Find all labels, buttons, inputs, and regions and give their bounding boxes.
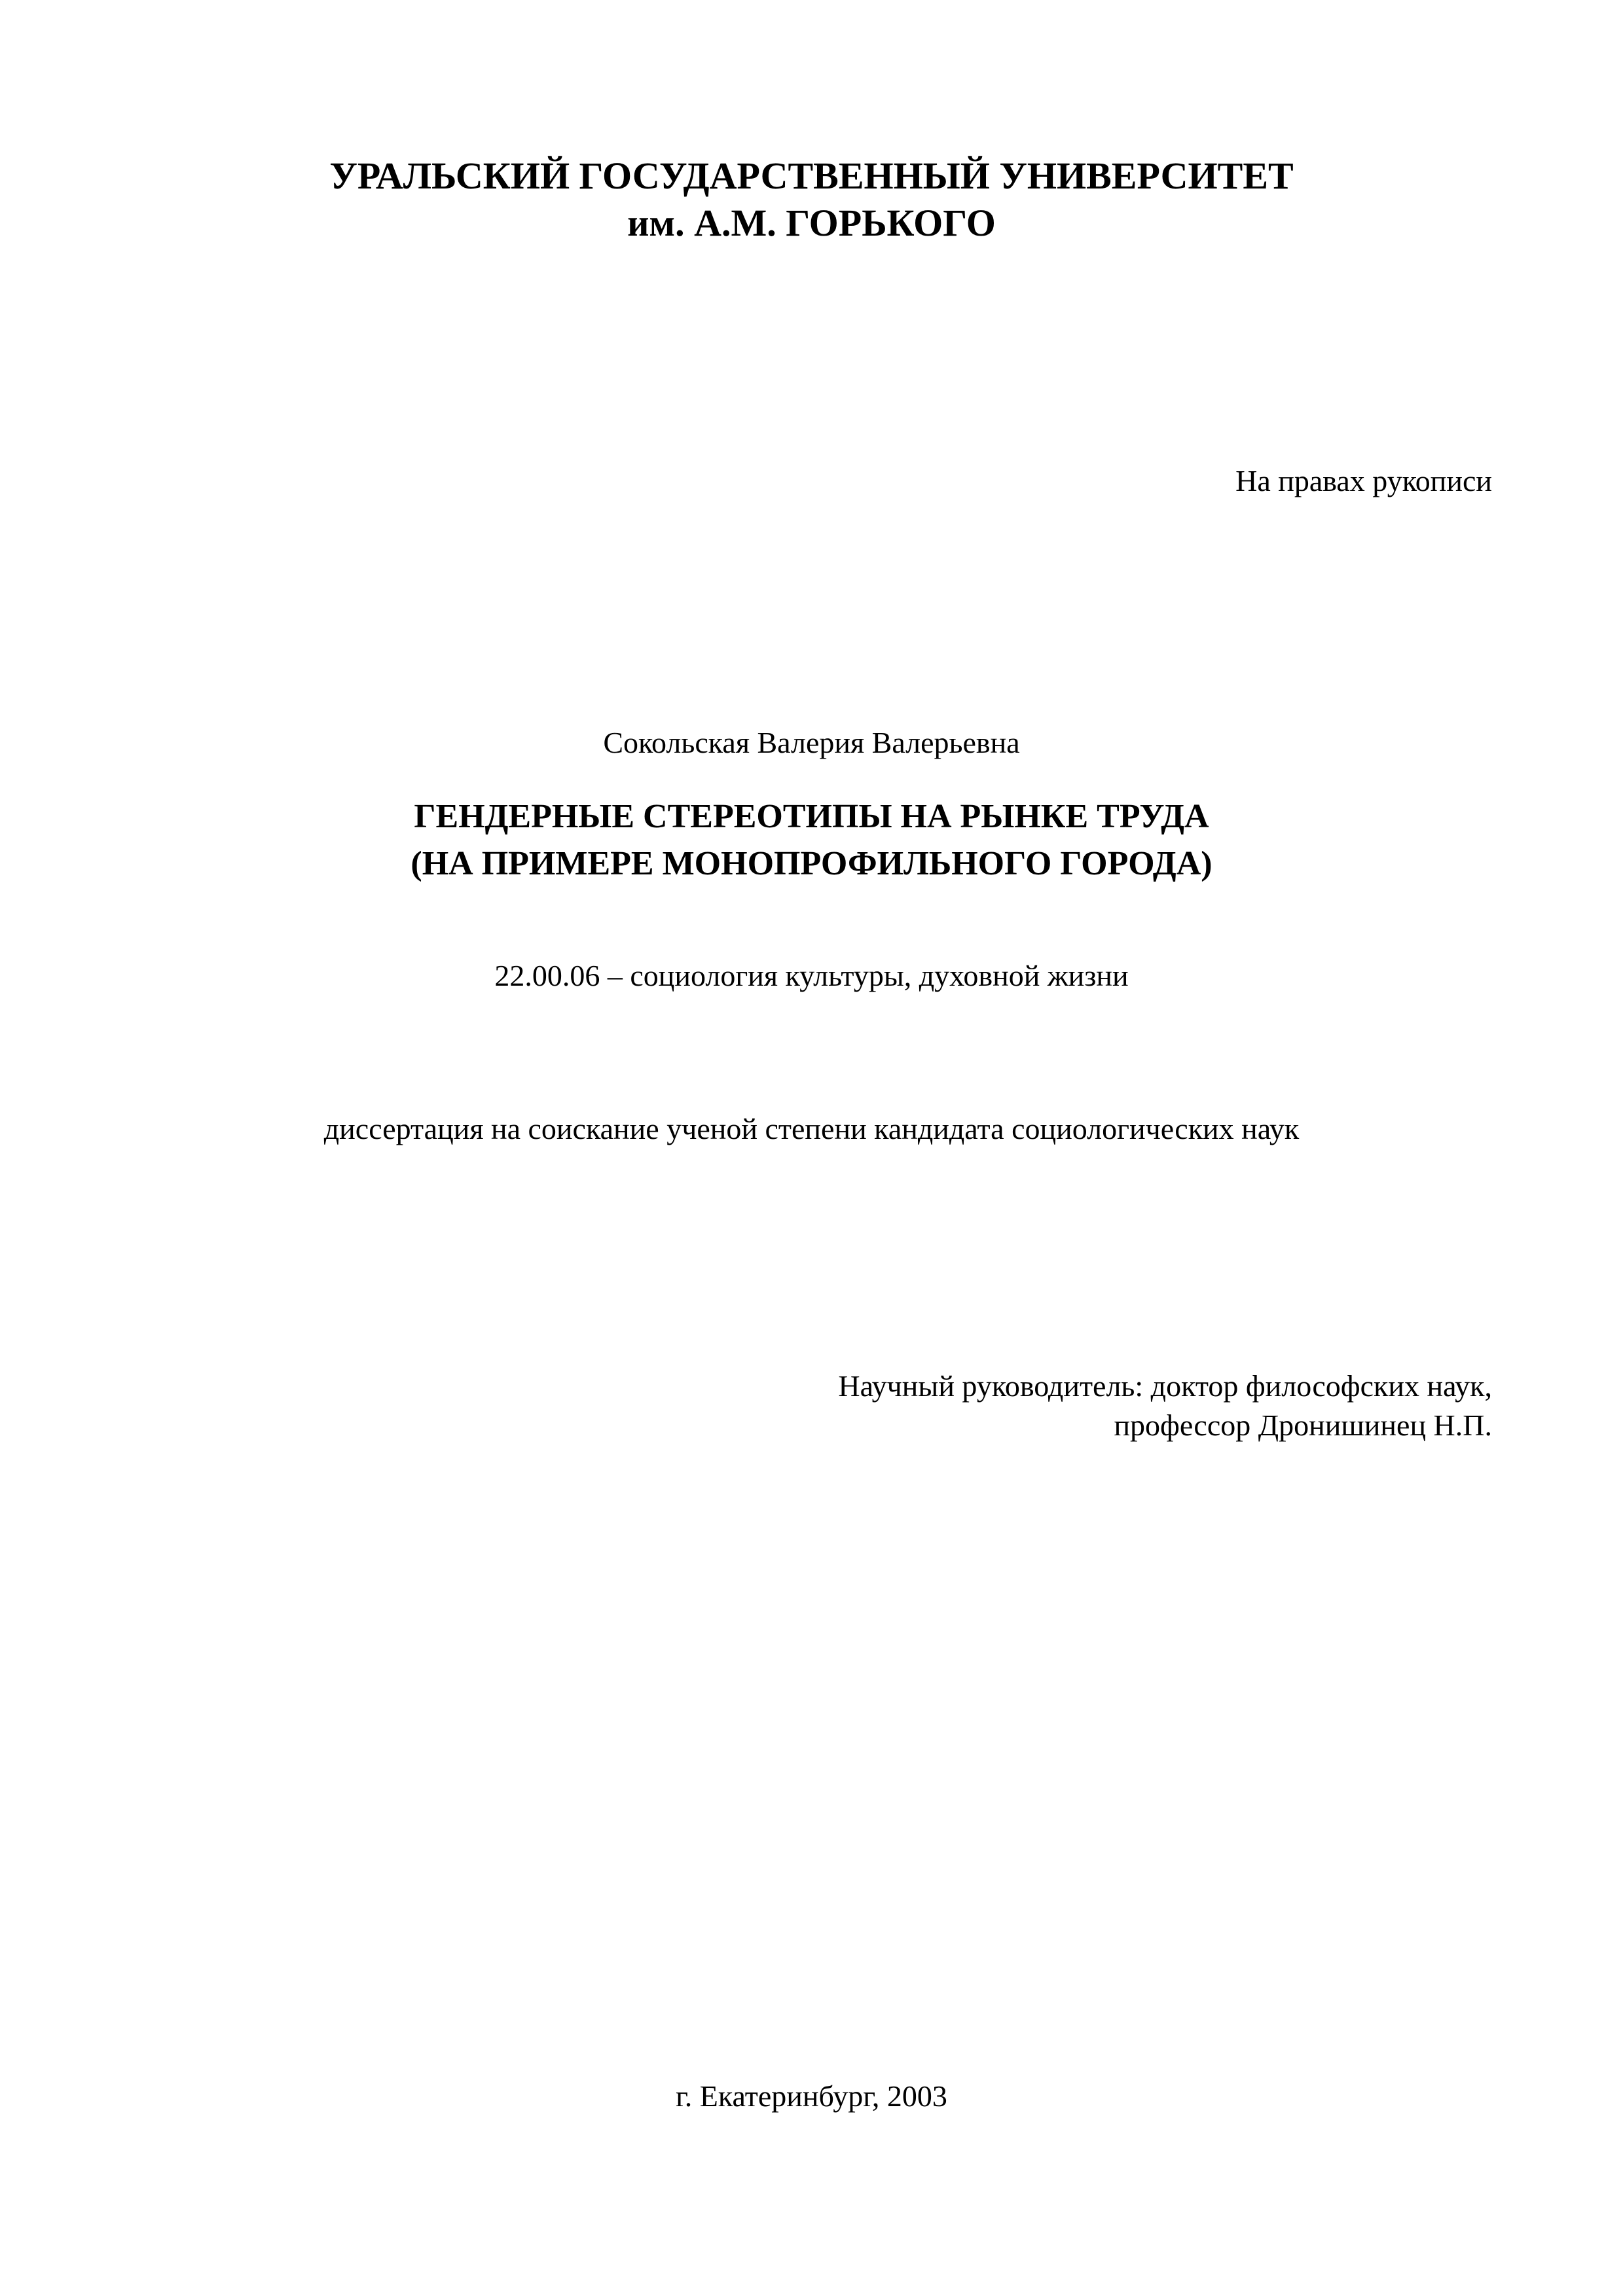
university-name-line2: им. А.М. ГОРЬКОГО (627, 202, 996, 244)
university-name-line1: УРАЛЬСКИЙ ГОСУДАРСТВЕННЫЙ УНИВЕРСИТЕТ (329, 154, 1294, 197)
supervisor-line1: Научный руководитель: доктор философских наук, (838, 1369, 1492, 1403)
dissertation-title-line2: (НА ПРИМЕРЕ МОНОПРОФИЛЬНОГО ГОРОДА) (410, 845, 1213, 882)
city-year: г. Екатеринбург, 2003 (676, 2079, 947, 2113)
dissertation-title-line1: ГЕНДЕРНЫЕ СТЕРЕОТИПЫ НА РЫНКЕ ТРУДА (414, 798, 1209, 835)
degree-statement: диссертация на соискание ученой степени кандидата социологических наук (323, 1112, 1300, 1145)
specialty-code: 22.00.06 – социология культуры, духовной жизни (494, 959, 1129, 992)
manuscript-note: На правах рукописи (1235, 464, 1492, 497)
supervisor-line2: профессор Дронишинец Н.П. (1114, 1408, 1492, 1442)
author-name: Сокольская Валерия Валерьевна (603, 726, 1020, 759)
